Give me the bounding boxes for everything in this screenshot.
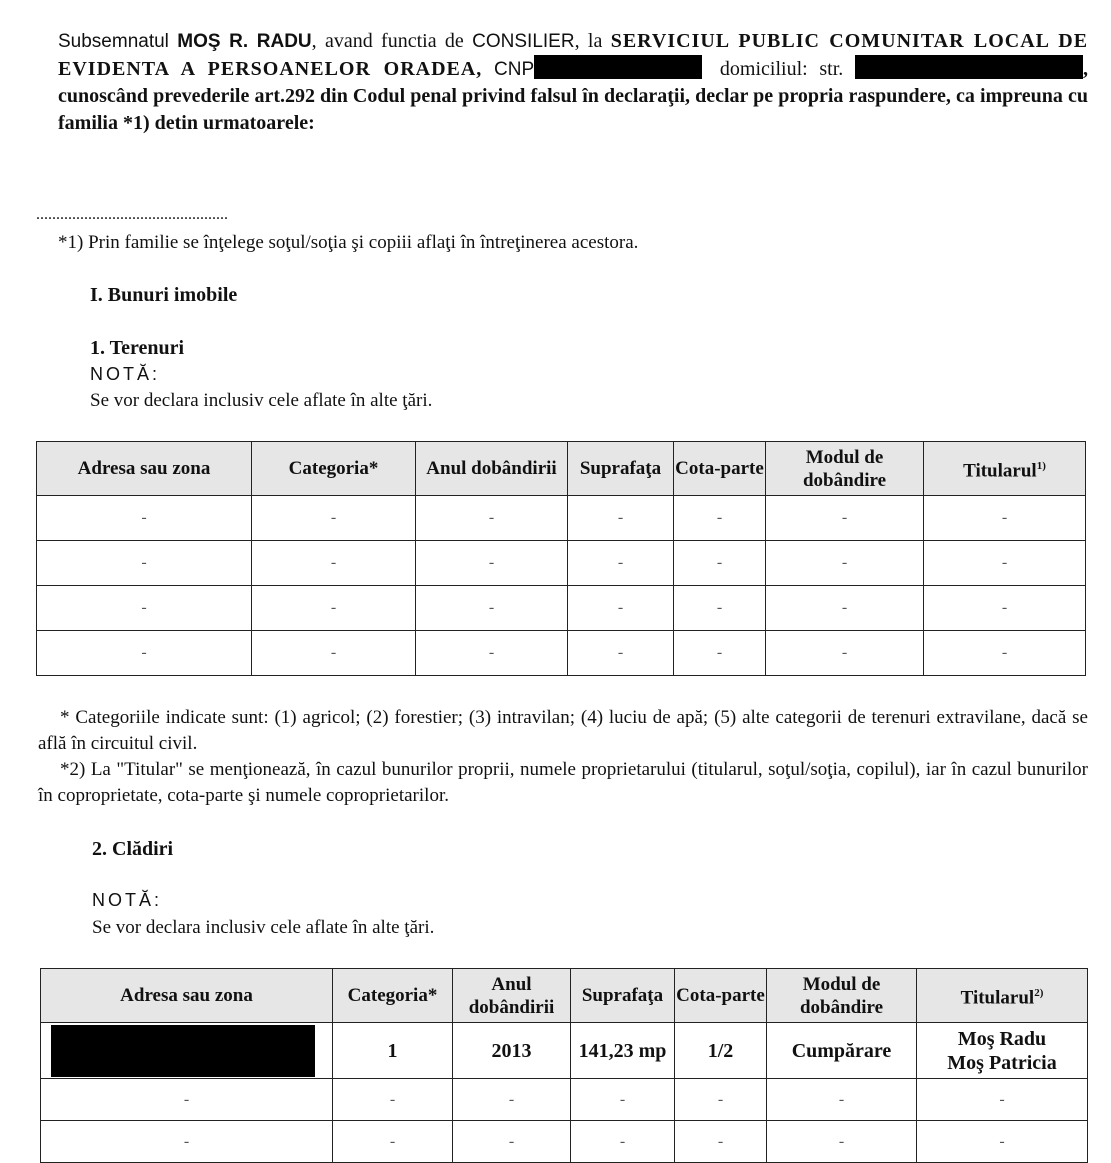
intro-text-1: Subsemnatul	[58, 31, 169, 52]
table-row	[41, 1023, 1088, 1079]
terenuri-nota-text: Se vor declara inclusiv cele aflate în alte ţări.	[90, 390, 433, 411]
table-cell: -	[571, 1121, 675, 1163]
dotted-line: ................................................	[36, 206, 228, 223]
cladiri-nota-text: Se vor declara inclusiv cele aflate în alte ţări.	[92, 917, 435, 938]
table-cell: -	[675, 1121, 767, 1163]
table-cell: -	[924, 541, 1086, 586]
header-titular-text: Titularul	[963, 460, 1037, 482]
table-cell: -	[917, 1079, 1088, 1121]
cladiri-table	[40, 968, 1088, 1163]
table-cell: -	[924, 631, 1086, 676]
table-cell: -	[453, 1079, 571, 1121]
table-cell: -	[568, 541, 674, 586]
cladire-anul: 2013	[453, 1023, 571, 1079]
cladiri-nota-label: NOTĂ:	[92, 890, 163, 910]
categorii-note: * Categoriile indicate sunt: (1) agricol; (2) forestier; (3) intravilan; (4) luciu de apă; (5) alte categorii de terenuri extravilane, dacă se află în circuitul civil.	[38, 707, 1088, 754]
intro-text-3: , la	[574, 30, 603, 52]
table-cell: -	[453, 1121, 571, 1163]
table-cell: -	[333, 1121, 453, 1163]
terenuri-header-row	[37, 442, 1086, 496]
table-cell: -	[766, 496, 924, 541]
cladiri-title: 2. Clădiri	[92, 838, 174, 860]
titular-note: *2) La "Titular" se menţionează, în cazul bunurilor proprii, numele proprietarului (titularul, soţul/soţia, copilul), iar în cazul bunurilor în coproprietate, cota-parte şi numele coproprietarilor.	[38, 759, 1088, 806]
table-cell: -	[416, 541, 568, 586]
table-cell: -	[568, 631, 674, 676]
table-cell: -	[568, 586, 674, 631]
cladire-titular-1: Moş Radu	[957, 1027, 1047, 1050]
header-anul: Anul dobândirii	[453, 969, 571, 1023]
table-cell: -	[674, 586, 766, 631]
table-cell: -	[568, 496, 674, 541]
table-cell: -	[924, 586, 1086, 631]
table-row	[37, 586, 1086, 631]
table-cell: -	[675, 1079, 767, 1121]
cladire-suprafata: 141,23 mp	[571, 1023, 675, 1079]
header-titular-sup: 1)	[1036, 459, 1046, 472]
table-cell: -	[766, 586, 924, 631]
cladire-modul: Cumpărare	[767, 1023, 917, 1079]
cladire-titular	[917, 1023, 1088, 1079]
redacted-address-cell	[41, 1023, 333, 1079]
table-cell: -	[252, 541, 416, 586]
table-cell: -	[674, 631, 766, 676]
table-cell: -	[37, 631, 252, 676]
redacted-address	[855, 55, 1083, 79]
table-cell: -	[252, 496, 416, 541]
header-suprafata: Suprafaţa	[571, 969, 675, 1023]
header-adresa: Adresa sau zona	[37, 442, 252, 496]
header-titular-sup: 2)	[1034, 986, 1044, 999]
domiciliu-label: domiciliul: str.	[719, 58, 844, 80]
section-title: I. Bunuri imobile	[90, 284, 238, 306]
table-row	[37, 541, 1086, 586]
redacted-cnp	[534, 55, 702, 79]
table-cell: -	[674, 496, 766, 541]
redacted-address-block	[51, 1025, 315, 1077]
table-cell: -	[41, 1121, 333, 1163]
header-categoria: Categoria*	[333, 969, 453, 1023]
table-row	[37, 631, 1086, 676]
table-cell: -	[571, 1079, 675, 1121]
table-cell: -	[416, 631, 568, 676]
table-cell: -	[252, 631, 416, 676]
terenuri-title: 1. Terenuri	[90, 337, 185, 359]
cnp-label: CNP	[494, 59, 535, 80]
table-cell: -	[37, 541, 252, 586]
table-cell: -	[767, 1121, 917, 1163]
header-titular	[924, 442, 1086, 496]
header-titular-text: Titularul	[960, 987, 1035, 1009]
header-titular	[917, 969, 1088, 1023]
table-cell: -	[37, 586, 252, 631]
table-cell: -	[252, 586, 416, 631]
institution-name: SERVICIUL PUBLIC COMUNITAR LOCAL DE EVIDENTA A PERSOANELOR ORADEA,	[58, 30, 1089, 80]
table-cell: -	[37, 496, 252, 541]
table-cell: -	[917, 1121, 1088, 1163]
table-cell: -	[41, 1079, 333, 1121]
declaration-intro	[58, 28, 1088, 137]
table-cell: -	[674, 541, 766, 586]
intro-text-2: , avand functia de	[311, 30, 464, 52]
table-cell: -	[333, 1079, 453, 1121]
terenuri-table	[36, 441, 1086, 676]
cladire-titular-2: Moş Patricia	[947, 1051, 1057, 1074]
header-cota: Cota-parte	[675, 969, 767, 1023]
header-cota: Cota-parte	[674, 442, 766, 496]
family-footnote: *1) Prin familie se înţelege soţul/soţia şi copiii aflaţi în întreţinerea acestora.	[58, 232, 639, 253]
declarant-name: MOŞ R. RADU	[177, 31, 312, 52]
table-row	[41, 1079, 1088, 1121]
header-modul: Modul de dobândire	[767, 969, 917, 1023]
intro-text-4: , cunoscând prevederile art.292 din Codul penal privind falsul în declaraţii, declar pe propria raspundere, ca impreuna cu familia *1) detin urmatoarele:	[58, 58, 1089, 134]
table-cell: -	[766, 541, 924, 586]
header-modul: Modul de dobândire	[766, 442, 924, 496]
table-row	[41, 1121, 1088, 1163]
table-cell: -	[767, 1079, 917, 1121]
cladire-cota: 1/2	[675, 1023, 767, 1079]
declarant-function: CONSILIER	[472, 31, 575, 52]
table-row	[37, 496, 1086, 541]
header-suprafata: Suprafaţa	[568, 442, 674, 496]
cladiri-header-row	[41, 969, 1088, 1023]
table-cell: -	[416, 586, 568, 631]
table-cell: -	[416, 496, 568, 541]
header-anul: Anul dobândirii	[416, 442, 568, 496]
cladire-categoria: 1	[333, 1023, 453, 1079]
header-categoria: Categoria*	[252, 442, 416, 496]
terenuri-nota-label: NOTĂ:	[90, 364, 161, 384]
table-cell: -	[924, 496, 1086, 541]
header-adresa: Adresa sau zona	[41, 969, 333, 1023]
table-cell: -	[766, 631, 924, 676]
